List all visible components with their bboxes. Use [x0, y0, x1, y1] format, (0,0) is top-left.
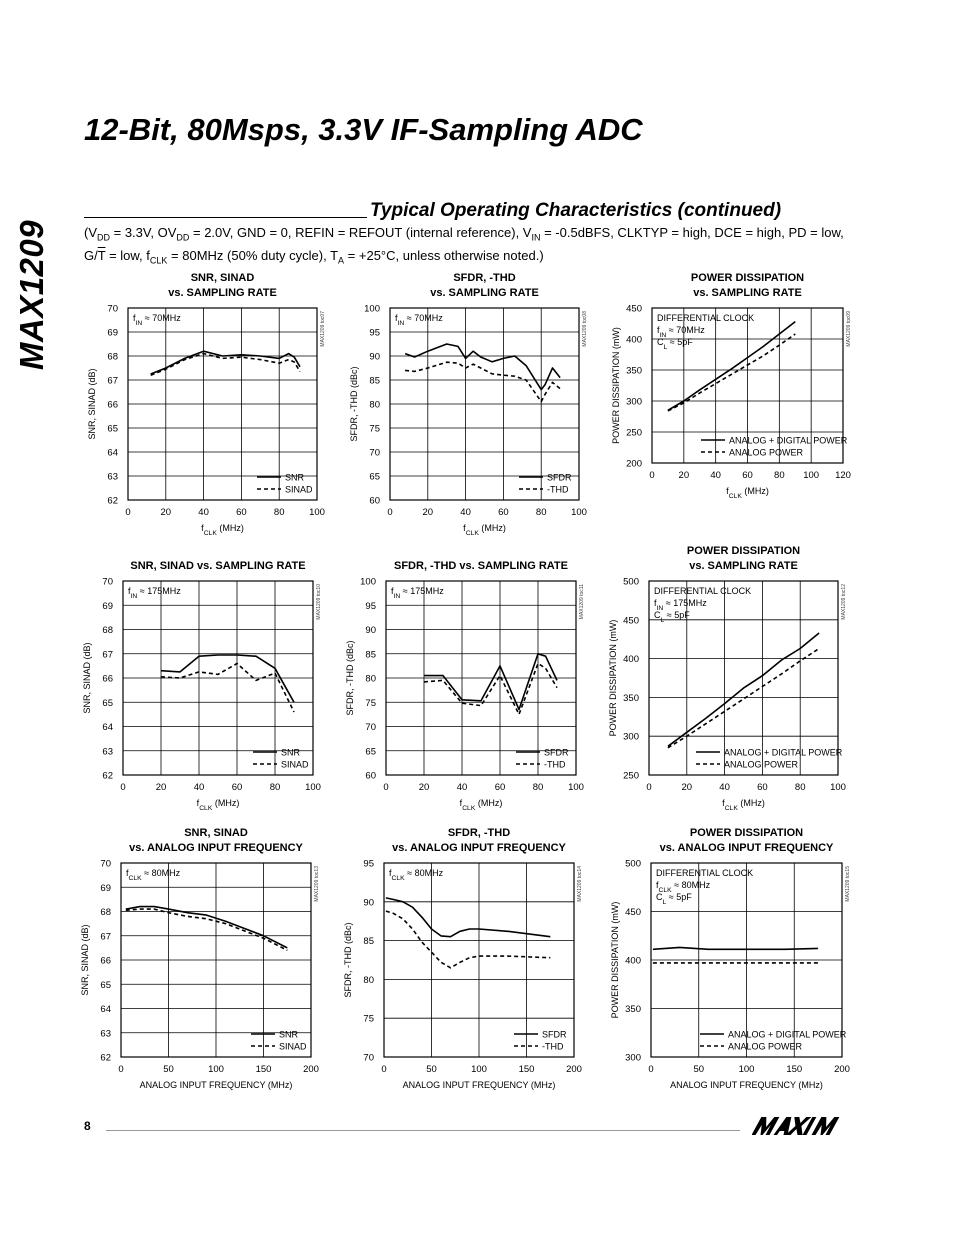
x-tick-label: 0: [381, 1064, 387, 1075]
y-tick-label: 70: [365, 722, 376, 733]
series-line-primary: [386, 898, 550, 937]
y-tick-label: 90: [365, 625, 376, 636]
y-tick-label: 300: [626, 396, 642, 408]
chart-title: SNR, SINAD: [184, 827, 248, 839]
x-tick-label: 60: [494, 782, 506, 793]
chart-title: vs. SAMPLING RATE: [693, 287, 802, 299]
y-tick-label: 300: [623, 731, 639, 743]
y-tick-label: 250: [623, 770, 639, 782]
chart-title: POWER DISSIPATION: [686, 545, 801, 557]
x-tick-label: 40: [719, 782, 730, 793]
figure-code: MAX1209 toc14: [577, 866, 583, 902]
x-tick-label: 20: [160, 507, 172, 518]
series-line-secondary: [424, 664, 557, 715]
chart-title: SFDR, -THD: [453, 272, 516, 284]
x-tick-label: 200: [566, 1064, 582, 1075]
y-tick-label: 70: [363, 1052, 374, 1064]
y-tick-label: 64: [107, 447, 118, 459]
series-line-secondary: [386, 911, 550, 968]
y-axis-label: POWER DISSIPATION (mW): [611, 327, 621, 444]
figure-code: MAX1209 toc12: [841, 584, 847, 620]
y-tick-label: 90: [369, 351, 380, 363]
x-tick-label: 60: [757, 782, 768, 793]
x-axis-label: ANALOG INPUT FREQUENCY (MHz): [402, 1080, 556, 1090]
y-tick-label: 69: [107, 327, 118, 339]
chart-title: vs. ANALOG INPUT FREQUENCY: [659, 842, 834, 854]
chart-title: SFDR, -THD: [447, 827, 511, 839]
y-axis-label: SFDR, -THD (dBc): [343, 922, 353, 998]
chart-title: SFDR, -THD vs. SAMPLING RATE: [394, 560, 568, 572]
chart-title: SNR, SINAD vs. SAMPLING RATE: [130, 560, 306, 572]
y-tick-label: 450: [626, 303, 642, 315]
chart-title: POWER DISSIPATION: [689, 827, 804, 839]
x-tick-label: 60: [231, 782, 243, 793]
x-tick-label: 50: [163, 1064, 174, 1075]
chart-annotation: $C_L \approx 5pF$: [657, 337, 693, 351]
legend-label: ANALOG POWER: [728, 1041, 803, 1052]
y-tick-label: 67: [100, 931, 111, 943]
x-tick-label: 100: [738, 1064, 755, 1075]
chart-annotation: $f_{IN} \approx 70MHz$: [395, 313, 443, 327]
y-tick-label: 68: [107, 351, 118, 363]
y-tick-label: 500: [625, 858, 641, 870]
y-tick-label: 500: [623, 576, 639, 588]
footer-rule: [106, 1130, 740, 1131]
chart-toc10: [82, 560, 322, 812]
y-tick-label: 100: [364, 303, 380, 315]
chart-title: vs. SAMPLING RATE: [430, 287, 539, 299]
chart-title: POWER DISSIPATION: [690, 272, 805, 284]
chart-title: SNR, SINAD: [190, 272, 255, 284]
chart-toc09: [611, 272, 852, 500]
legend-label: SINAD: [285, 484, 313, 495]
figure-code: MAX1209 toc13: [314, 866, 320, 902]
figure-code: MAX1209 toc08: [582, 311, 588, 347]
x-tick-label: 100: [471, 1064, 487, 1075]
x-tick-label: 0: [649, 470, 655, 481]
y-tick-label: 67: [107, 375, 118, 387]
document-title: 12-Bit, 80Msps, 3.3V IF-Sampling ADC: [84, 112, 643, 147]
y-tick-label: 62: [102, 770, 113, 782]
chart-toc13: [80, 827, 320, 1090]
y-tick-label: 65: [369, 471, 380, 483]
y-tick-label: 68: [102, 625, 113, 636]
chart-toc07: [87, 272, 326, 537]
x-tick-label: 80: [535, 507, 547, 518]
section-title: Typical Operating Characteristics (continued): [370, 200, 782, 221]
y-tick-label: 65: [102, 697, 113, 709]
chart-title: vs. ANALOG INPUT FREQUENCY: [129, 842, 303, 854]
y-axis-label: POWER DISSIPATION (mW): [610, 901, 620, 1019]
chart-title: vs. SAMPLING RATE: [168, 287, 277, 299]
x-tick-label: 100: [305, 782, 321, 793]
x-tick-label: 40: [198, 507, 209, 518]
y-tick-label: 400: [623, 654, 639, 666]
x-tick-label: 100: [568, 782, 584, 793]
y-tick-label: 350: [623, 692, 639, 704]
legend-label: ANALOG + DIGITAL POWER: [724, 747, 843, 758]
x-tick-label: 100: [803, 470, 820, 481]
series-line-primary: [151, 351, 300, 374]
x-tick-label: 200: [303, 1064, 319, 1075]
x-tick-label: 20: [681, 782, 693, 793]
chart-annotation: $f_{IN} \approx 70MHz$: [133, 313, 181, 327]
chart-toc08: [349, 272, 588, 537]
y-tick-label: 95: [365, 600, 376, 612]
x-tick-label: 100: [571, 507, 587, 518]
y-tick-label: 450: [623, 615, 639, 627]
x-tick-label: 100: [830, 782, 846, 793]
chart-annotation: $C_L \approx 5pF$: [654, 610, 690, 624]
legend-label: SINAD: [281, 759, 309, 770]
y-tick-label: 350: [625, 1004, 641, 1015]
x-tick-label: 150: [255, 1064, 272, 1075]
x-tick-label: 0: [118, 1064, 124, 1075]
y-tick-label: 250: [626, 427, 642, 439]
series-line-secondary: [668, 649, 819, 748]
series-line-primary: [126, 907, 287, 948]
y-tick-label: 400: [625, 955, 641, 967]
x-tick-label: 0: [383, 782, 389, 793]
y-tick-label: 70: [102, 576, 113, 588]
x-tick-label: 80: [532, 782, 544, 793]
figure-code: MAX1209 toc10: [316, 584, 322, 620]
x-tick-label: 100: [309, 507, 325, 518]
x-tick-label: 0: [387, 507, 393, 518]
x-tick-label: 150: [786, 1064, 803, 1075]
x-tick-label: 60: [236, 507, 247, 518]
y-tick-label: 63: [102, 746, 113, 758]
chart-annotation: DIFFERENTIAL CLOCK: [657, 313, 755, 323]
side-label-text: MAX1209: [13, 219, 50, 371]
figure-code: MAX1209 toc07: [320, 311, 326, 347]
y-axis-label: POWER DISSIPATION (mW): [608, 619, 618, 737]
x-tick-label: 20: [418, 782, 430, 793]
y-axis-label: SFDR, -THD (dBc): [345, 640, 355, 716]
y-tick-label: 65: [365, 746, 376, 758]
legend-label: ANALOG + DIGITAL POWER: [729, 435, 848, 446]
x-tick-label: 80: [794, 782, 806, 793]
y-tick-label: 60: [365, 770, 376, 782]
y-tick-label: 100: [360, 576, 376, 588]
x-tick-label: 40: [710, 470, 721, 481]
y-tick-label: 69: [100, 882, 111, 894]
legend-label: ANALOG POWER: [724, 759, 799, 770]
chart-title: vs. SAMPLING RATE: [689, 560, 798, 572]
x-tick-label: 20: [678, 470, 690, 481]
x-tick-label: 200: [834, 1064, 850, 1075]
y-tick-label: 63: [100, 1028, 111, 1040]
x-axis-label: $f_{CLK}$ (MHz): [201, 523, 244, 537]
y-tick-label: 65: [100, 979, 111, 991]
series-line-primary: [424, 654, 557, 710]
chart-annotation: $f_{IN} \approx 175MHz$: [391, 586, 444, 600]
chart-toc12: [608, 545, 847, 812]
x-axis-label: $f_{CLK}$ (MHz): [726, 486, 769, 500]
y-tick-label: 85: [363, 936, 374, 948]
legend-label: SFDR: [547, 472, 572, 483]
y-axis-label: SFDR, -THD (dBc): [349, 366, 359, 442]
y-tick-label: 80: [365, 673, 376, 685]
chart-toc14: [343, 827, 583, 1090]
y-axis-label: SNR, SINAD (dB): [87, 368, 97, 440]
figure-code: MAX1209 toc09: [846, 311, 852, 347]
x-tick-label: 0: [120, 782, 126, 793]
legend-label: ANALOG POWER: [729, 447, 804, 458]
x-tick-label: 60: [498, 507, 509, 518]
x-axis-label: $f_{CLK}$ (MHz): [722, 798, 765, 812]
x-tick-label: 100: [208, 1064, 224, 1075]
chart-annotation: $f_{CLK} \approx 80MHz$: [656, 880, 711, 894]
y-tick-label: 70: [100, 858, 111, 870]
y-tick-label: 350: [626, 365, 642, 377]
y-axis-label: SNR, SINAD (dB): [82, 642, 92, 714]
x-tick-label: 20: [422, 507, 434, 518]
y-tick-label: 85: [365, 649, 376, 661]
y-axis-label: SNR, SINAD (dB): [80, 924, 90, 996]
chart-annotation: $f_{IN} \approx 70MHz$: [657, 325, 705, 339]
page-number: 8: [84, 1119, 91, 1133]
legend-label: ANALOG + DIGITAL POWER: [728, 1029, 847, 1040]
y-tick-label: 450: [625, 907, 641, 918]
y-tick-label: 300: [625, 1052, 641, 1064]
x-tick-label: 80: [269, 782, 281, 793]
y-tick-label: 64: [100, 1004, 111, 1015]
test-conditions: ($V_{DD} = 3.3V$, $OV_{DD} = 2.0V$, GND = 0, REFIN = REFOUT (internal reference), $V_{IN}$ = -0.5dBFS, CLKTYP = high, DCE = high, PD = low, $G/\overline{T}$ = low, $f_{CLK} = 80MHz$ (50% duty cycle), $T_A = +25^\circ C$, unless otherwise noted.): [84, 225, 844, 266]
legend-label: SINAD: [279, 1041, 307, 1052]
series-line-primary: [653, 947, 818, 949]
x-tick-label: 50: [426, 1064, 437, 1075]
y-tick-label: 67: [102, 649, 113, 661]
maxim-logo: [752, 1115, 858, 1142]
x-tick-label: 40: [193, 782, 205, 793]
chart-annotation: $f_{IN} \approx 175MHz$: [128, 586, 181, 600]
chart-annotation: DIFFERENTIAL CLOCK: [656, 868, 754, 878]
x-axis-label: $f_{CLK}$ (MHz): [459, 798, 503, 812]
y-tick-label: 69: [102, 600, 113, 612]
chart-title: vs. ANALOG INPUT FREQUENCY: [392, 842, 566, 854]
x-axis-label: ANALOG INPUT FREQUENCY (MHz): [139, 1080, 293, 1090]
chart-toc11: [345, 560, 585, 812]
chart-annotation: $C_L \approx 5pF$: [656, 892, 692, 906]
y-tick-label: 95: [363, 858, 374, 870]
y-tick-label: 66: [102, 673, 113, 685]
figure-code: MAX1209 toc15: [845, 866, 851, 902]
legend-label: SFDR: [542, 1029, 567, 1040]
y-tick-label: 400: [626, 334, 642, 346]
chart-annotation: $f_{IN} \approx 175MHz$: [654, 598, 707, 612]
chart-annotation: DIFFERENTIAL CLOCK: [654, 586, 752, 596]
chart-toc15: [610, 827, 851, 1090]
y-tick-label: 64: [102, 722, 113, 733]
legend-label: SNR: [279, 1029, 299, 1040]
y-tick-label: 75: [369, 423, 380, 435]
legend-label: -THD: [542, 1041, 564, 1052]
x-tick-label: 0: [646, 782, 652, 793]
x-axis-label: $f_{CLK}$ (MHz): [463, 523, 506, 537]
maxim-logo-graphic: [752, 1115, 858, 1137]
y-tick-label: 66: [100, 955, 111, 967]
y-tick-label: 90: [363, 897, 374, 909]
y-tick-label: 80: [363, 974, 374, 986]
y-tick-label: 66: [107, 399, 118, 411]
figure-code: MAX1209 toc11: [579, 584, 585, 620]
y-tick-label: 63: [107, 471, 118, 483]
x-tick-label: 20: [155, 782, 167, 793]
x-tick-label: 120: [835, 470, 851, 481]
chart-annotation: $f_{CLK} \approx 80MHz$: [126, 868, 181, 882]
y-tick-label: 85: [369, 375, 380, 387]
y-tick-label: 70: [369, 447, 380, 459]
x-tick-label: 0: [648, 1064, 654, 1075]
y-tick-label: 65: [107, 423, 118, 435]
legend-label: SNR: [281, 747, 301, 758]
y-tick-label: 70: [107, 303, 118, 315]
legend-label: SFDR: [544, 747, 569, 758]
x-tick-label: 80: [273, 507, 285, 518]
series-line-primary: [668, 633, 819, 746]
x-axis-label: ANALOG INPUT FREQUENCY (MHz): [670, 1080, 823, 1090]
x-tick-label: 50: [693, 1064, 705, 1075]
y-tick-label: 60: [369, 495, 380, 507]
x-tick-label: 40: [456, 782, 468, 793]
y-tick-label: 200: [626, 458, 642, 470]
y-tick-label: 62: [107, 495, 118, 507]
y-tick-label: 95: [369, 327, 380, 339]
x-tick-label: 80: [774, 470, 785, 481]
x-tick-label: 40: [460, 507, 471, 518]
x-axis-label: $f_{CLK}$ (MHz): [196, 798, 240, 812]
y-tick-label: 75: [363, 1013, 374, 1025]
legend-label: -THD: [547, 484, 569, 495]
series-line-primary: [405, 344, 560, 390]
chart-annotation: $f_{CLK} \approx 80MHz$: [389, 868, 444, 882]
y-tick-label: 80: [369, 399, 380, 411]
x-tick-label: 0: [125, 507, 131, 518]
x-tick-label: 150: [518, 1064, 535, 1075]
legend-label: -THD: [544, 759, 566, 770]
series-line-primary: [161, 655, 294, 702]
y-tick-label: 75: [365, 697, 376, 709]
y-tick-label: 62: [100, 1052, 111, 1064]
x-tick-label: 60: [742, 470, 753, 481]
legend-label: SNR: [285, 472, 305, 483]
y-tick-label: 68: [100, 907, 111, 918]
